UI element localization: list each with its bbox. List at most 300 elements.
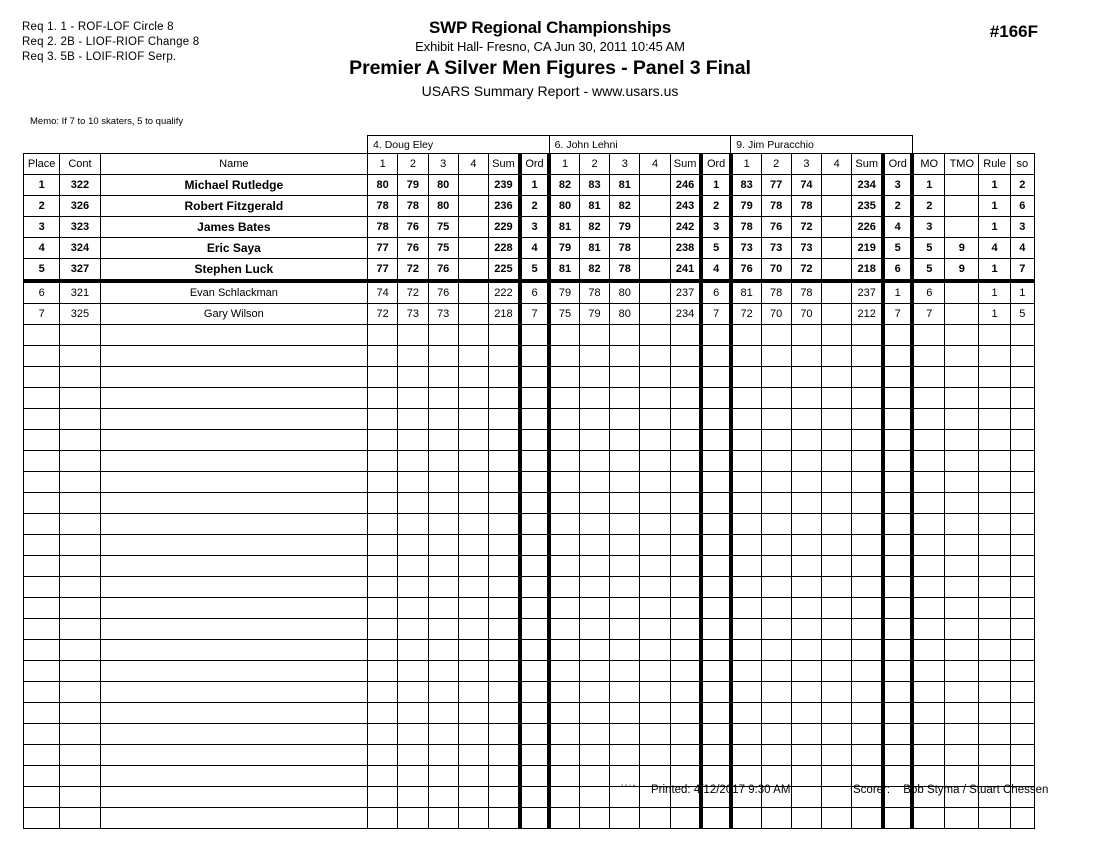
- printed-value: 4/12/2017 9:30 AM: [693, 784, 791, 796]
- cell-empty: [1010, 724, 1034, 745]
- cell-empty: [489, 787, 520, 808]
- cell-empty: [398, 619, 428, 640]
- cell-empty: [640, 325, 670, 346]
- cell-empty: [912, 430, 944, 451]
- cell-empty: [368, 325, 398, 346]
- cell-empty: [979, 388, 1010, 409]
- table-row-empty[interactable]: [24, 535, 1035, 556]
- cell-judge2-ord: 1: [701, 175, 730, 196]
- cell-empty: [979, 619, 1010, 640]
- cell-empty: [520, 556, 549, 577]
- cell-empty: [100, 514, 367, 535]
- cell-empty: [520, 451, 549, 472]
- cell-empty: [883, 598, 912, 619]
- cell-empty: [1010, 556, 1034, 577]
- cell-judge1-score3: 80: [428, 175, 458, 196]
- cell-empty: [852, 430, 883, 451]
- cell-empty: [883, 556, 912, 577]
- cell-empty: [670, 388, 701, 409]
- cell-judge2-sum: 234: [670, 304, 701, 325]
- cell-empty: [761, 619, 791, 640]
- cell-empty: [701, 409, 730, 430]
- cell-contestant-number: 326: [60, 196, 100, 217]
- cell-empty: [945, 535, 979, 556]
- column-header-mo: MO: [912, 154, 944, 175]
- cell-empty: [883, 535, 912, 556]
- cell-empty: [670, 577, 701, 598]
- cell-empty: [979, 367, 1010, 388]
- cell-sum-ordinals: 3: [1010, 217, 1034, 238]
- table-row-empty[interactable]: [24, 598, 1035, 619]
- cell-empty: [945, 598, 979, 619]
- cell-empty: [1010, 577, 1034, 598]
- table-row[interactable]: [24, 238, 1035, 259]
- cell-empty: [610, 808, 640, 829]
- cell-empty: [60, 682, 100, 703]
- cell-empty: [640, 409, 670, 430]
- cell-empty: [731, 325, 761, 346]
- cell-empty: [701, 724, 730, 745]
- cell-empty: [60, 493, 100, 514]
- table-row-empty[interactable]: [24, 514, 1035, 535]
- cell-empty: [368, 493, 398, 514]
- cell-judge2-score1: 82: [549, 175, 579, 196]
- cell-judge1-score4: [458, 259, 488, 282]
- cell-sum-ordinals: 6: [1010, 196, 1034, 217]
- table-row-empty[interactable]: [24, 325, 1035, 346]
- cell-empty: [640, 808, 670, 829]
- cell-empty: [398, 787, 428, 808]
- cell-empty: [428, 451, 458, 472]
- cell-empty: [640, 682, 670, 703]
- cell-place: 7: [24, 304, 60, 325]
- cell-empty: [610, 703, 640, 724]
- cell-empty: [701, 346, 730, 367]
- cell-empty: [428, 367, 458, 388]
- table-row-empty[interactable]: [24, 745, 1035, 766]
- judge3-header-2: 2: [761, 154, 791, 175]
- cell-empty: [640, 535, 670, 556]
- table-row-empty[interactable]: [24, 577, 1035, 598]
- cell-empty: [458, 724, 488, 745]
- cell-empty: [610, 514, 640, 535]
- table-row-empty[interactable]: [24, 724, 1035, 745]
- cell-empty: [701, 451, 730, 472]
- cell-judge1-score2: 72: [398, 281, 428, 304]
- cell-empty: [489, 577, 520, 598]
- cell-empty: [852, 598, 883, 619]
- version-stamp: 3.8.1.8: [621, 783, 636, 788]
- cell-empty: [579, 577, 609, 598]
- cell-empty: [398, 367, 428, 388]
- cell-judge1-score3: 73: [428, 304, 458, 325]
- cell-empty: [852, 325, 883, 346]
- cell-empty: [912, 367, 944, 388]
- table-row-empty[interactable]: [24, 493, 1035, 514]
- cell-judge2-score1: 75: [549, 304, 579, 325]
- cell-empty: [398, 493, 428, 514]
- cell-empty: [1010, 514, 1034, 535]
- cell-empty: [458, 745, 488, 766]
- table-row[interactable]: [24, 281, 1035, 304]
- cell-empty: [428, 619, 458, 640]
- cell-empty: [979, 325, 1010, 346]
- cell-empty: [852, 808, 883, 829]
- cell-empty: [610, 430, 640, 451]
- cell-judge3-score4: [822, 196, 852, 217]
- cell-empty: [489, 724, 520, 745]
- cell-rule: 4: [979, 238, 1010, 259]
- cell-empty: [24, 640, 60, 661]
- cell-empty: [701, 472, 730, 493]
- cell-empty: [24, 703, 60, 724]
- cell-empty: [579, 640, 609, 661]
- cell-skater-name: Michael Rutledge: [100, 175, 367, 196]
- cell-empty: [579, 682, 609, 703]
- cell-total-majority-ordinal: 9: [945, 238, 979, 259]
- cell-empty: [640, 514, 670, 535]
- cell-empty: [610, 787, 640, 808]
- cell-majority-ordinal: 2: [912, 196, 944, 217]
- cell-contestant-number: 327: [60, 259, 100, 282]
- cell-empty: [822, 619, 852, 640]
- cell-empty: [60, 535, 100, 556]
- cell-empty: [731, 808, 761, 829]
- cell-empty: [640, 451, 670, 472]
- cell-judge1-score2: 72: [398, 259, 428, 282]
- cell-empty: [979, 808, 1010, 829]
- table-row-empty[interactable]: [24, 451, 1035, 472]
- cell-empty: [883, 451, 912, 472]
- cell-empty: [761, 577, 791, 598]
- cell-empty: [549, 703, 579, 724]
- cell-empty: [368, 388, 398, 409]
- cell-empty: [701, 388, 730, 409]
- cell-empty: [791, 703, 821, 724]
- table-row-empty[interactable]: [24, 430, 1035, 451]
- cell-judge3-score3: 78: [791, 281, 821, 304]
- cell-judge1-sum: 228: [489, 238, 520, 259]
- cell-empty: [912, 577, 944, 598]
- cell-judge2-sum: 237: [670, 281, 701, 304]
- judge2-header-1: 1: [549, 154, 579, 175]
- cell-total-majority-ordinal: [945, 217, 979, 238]
- cell-empty: [100, 745, 367, 766]
- cell-total-majority-ordinal: 9: [945, 259, 979, 282]
- cell-empty: [549, 598, 579, 619]
- cell-empty: [489, 619, 520, 640]
- cell-empty: [368, 577, 398, 598]
- table-row-empty[interactable]: [24, 472, 1035, 493]
- judge1-header-3: 3: [428, 154, 458, 175]
- cell-total-majority-ordinal: [945, 281, 979, 304]
- cell-empty: [100, 766, 367, 787]
- cell-empty: [24, 367, 60, 388]
- cell-judge3-ord: 5: [883, 238, 912, 259]
- cell-empty: [428, 472, 458, 493]
- cell-judge3-score3: 72: [791, 217, 821, 238]
- cell-empty: [979, 493, 1010, 514]
- cell-judge2-score4: [640, 196, 670, 217]
- cell-empty: [761, 808, 791, 829]
- cell-empty: [398, 451, 428, 472]
- cell-judge1-score1: 78: [368, 217, 398, 238]
- cell-empty: [761, 703, 791, 724]
- cell-empty: [640, 724, 670, 745]
- cell-judge3-score2: 70: [761, 304, 791, 325]
- cell-empty: [979, 682, 1010, 703]
- cell-majority-ordinal: 7: [912, 304, 944, 325]
- cell-empty: [458, 388, 488, 409]
- cell-judge3-sum: 218: [852, 259, 883, 282]
- cell-judge1-score1: 72: [368, 304, 398, 325]
- table-row-empty[interactable]: [24, 640, 1035, 661]
- cell-empty: [100, 787, 367, 808]
- cell-empty: [520, 766, 549, 787]
- cell-empty: [610, 451, 640, 472]
- scoring-sheet: [23, 135, 1035, 829]
- cell-judge2-ord: 4: [701, 259, 730, 282]
- cell-empty: [761, 661, 791, 682]
- cell-empty: [731, 640, 761, 661]
- cell-empty: [549, 430, 579, 451]
- cell-empty: [24, 577, 60, 598]
- cell-empty: [428, 703, 458, 724]
- cell-empty: [945, 514, 979, 535]
- cell-empty: [979, 430, 1010, 451]
- cell-empty: [791, 577, 821, 598]
- cell-empty: [24, 787, 60, 808]
- cell-empty: [979, 451, 1010, 472]
- cell-empty: [883, 661, 912, 682]
- cell-empty: [731, 556, 761, 577]
- cell-empty: [100, 682, 367, 703]
- cell-judge1-sum: 218: [489, 304, 520, 325]
- cell-empty: [610, 556, 640, 577]
- cell-empty: [398, 766, 428, 787]
- table-row[interactable]: [24, 259, 1035, 282]
- cell-empty: [883, 430, 912, 451]
- cell-empty: [979, 640, 1010, 661]
- cell-majority-ordinal: 3: [912, 217, 944, 238]
- cell-empty: [945, 388, 979, 409]
- cell-empty: [670, 682, 701, 703]
- cell-empty: [398, 472, 428, 493]
- cell-empty: [640, 745, 670, 766]
- cell-empty: [883, 724, 912, 745]
- cell-empty: [640, 577, 670, 598]
- cell-empty: [428, 745, 458, 766]
- cell-empty: [428, 388, 458, 409]
- cell-empty: [368, 703, 398, 724]
- cell-empty: [791, 367, 821, 388]
- cell-judge2-sum: 238: [670, 238, 701, 259]
- cell-place: 1: [24, 175, 60, 196]
- cell-judge1-score1: 80: [368, 175, 398, 196]
- cell-empty: [883, 493, 912, 514]
- cell-majority-ordinal: 5: [912, 238, 944, 259]
- cell-empty: [912, 493, 944, 514]
- cell-place: 5: [24, 259, 60, 282]
- cell-empty: [883, 619, 912, 640]
- cell-empty: [701, 640, 730, 661]
- cell-empty: [489, 325, 520, 346]
- cell-rule: 1: [979, 259, 1010, 282]
- cell-empty: [701, 325, 730, 346]
- cell-judge1-ord: 7: [520, 304, 549, 325]
- scorer-value: Bob Styma / Stuart Chessen: [903, 784, 1049, 796]
- cell-empty: [761, 682, 791, 703]
- cell-empty: [549, 640, 579, 661]
- cell-empty: [549, 766, 579, 787]
- cell-total-majority-ordinal: [945, 304, 979, 325]
- cell-judge1-score2: 78: [398, 196, 428, 217]
- cell-judge2-ord: 7: [701, 304, 730, 325]
- cell-empty: [458, 598, 488, 619]
- cell-empty: [24, 493, 60, 514]
- cell-empty: [912, 325, 944, 346]
- cell-empty: [60, 598, 100, 619]
- cell-judge1-score2: 76: [398, 238, 428, 259]
- cell-empty: [60, 787, 100, 808]
- cell-empty: [945, 430, 979, 451]
- cell-empty: [852, 724, 883, 745]
- cell-skater-name: Eric Saya: [100, 238, 367, 259]
- cell-empty: [368, 745, 398, 766]
- cell-judge1-score1: 77: [368, 238, 398, 259]
- table-row[interactable]: [24, 175, 1035, 196]
- cell-empty: [701, 682, 730, 703]
- cell-empty: [1010, 703, 1034, 724]
- cell-empty: [100, 388, 367, 409]
- cell-empty: [731, 514, 761, 535]
- event-title: SWP Regional Championships: [429, 18, 671, 37]
- table-row-empty[interactable]: [24, 409, 1035, 430]
- cell-empty: [701, 703, 730, 724]
- cell-empty: [458, 367, 488, 388]
- cell-empty: [398, 724, 428, 745]
- table-row[interactable]: [24, 196, 1035, 217]
- table-row-empty[interactable]: [24, 682, 1035, 703]
- judge-name-1: 4. Doug Eley: [368, 136, 550, 154]
- cell-empty: [670, 808, 701, 829]
- cell-empty: [458, 409, 488, 430]
- cell-skater-name: James Bates: [100, 217, 367, 238]
- cell-judge3-score3: 73: [791, 238, 821, 259]
- cell-empty: [761, 430, 791, 451]
- cell-empty: [701, 556, 730, 577]
- cell-sum-ordinals: 2: [1010, 175, 1034, 196]
- cell-empty: [579, 745, 609, 766]
- cell-empty: [428, 556, 458, 577]
- cell-empty: [701, 367, 730, 388]
- cell-empty: [579, 619, 609, 640]
- cell-empty: [458, 787, 488, 808]
- table-row[interactable]: [24, 304, 1035, 325]
- cell-empty: [852, 682, 883, 703]
- table-row[interactable]: [24, 217, 1035, 238]
- cell-empty: [398, 682, 428, 703]
- cell-empty: [458, 430, 488, 451]
- scorer-credit: [853, 784, 1048, 796]
- table-row-empty[interactable]: [24, 661, 1035, 682]
- cell-empty: [670, 661, 701, 682]
- cell-empty: [489, 535, 520, 556]
- cell-empty: [428, 325, 458, 346]
- cell-skater-name: Robert Fitzgerald: [100, 196, 367, 217]
- column-header-tmo: TMO: [945, 154, 979, 175]
- cell-empty: [458, 619, 488, 640]
- cell-empty: [979, 724, 1010, 745]
- cell-empty: [670, 535, 701, 556]
- cell-empty: [610, 745, 640, 766]
- cell-judge2-score1: 79: [549, 281, 579, 304]
- table-row-empty[interactable]: [24, 703, 1035, 724]
- table-row-empty[interactable]: [24, 808, 1035, 829]
- judge3-header-ord: Ord: [883, 154, 912, 175]
- cell-empty: [549, 661, 579, 682]
- cell-empty: [670, 640, 701, 661]
- cell-rule: 1: [979, 281, 1010, 304]
- cell-empty: [912, 598, 944, 619]
- cell-contestant-number: 322: [60, 175, 100, 196]
- table-row-empty[interactable]: [24, 619, 1035, 640]
- cell-empty: [100, 535, 367, 556]
- cell-empty: [579, 430, 609, 451]
- cell-empty: [100, 724, 367, 745]
- cell-empty: [549, 367, 579, 388]
- cell-sum-ordinals: 1: [1010, 281, 1034, 304]
- cell-empty: [368, 346, 398, 367]
- table-row-empty[interactable]: [24, 367, 1035, 388]
- table-row-empty[interactable]: [24, 556, 1035, 577]
- cell-empty: [791, 787, 821, 808]
- table-row-empty[interactable]: [24, 346, 1035, 367]
- cell-empty: [60, 619, 100, 640]
- cell-empty: [520, 745, 549, 766]
- cell-judge2-score3: 82: [610, 196, 640, 217]
- cell-empty: [520, 493, 549, 514]
- scores-table-body: [24, 136, 1035, 829]
- cell-empty: [945, 808, 979, 829]
- cell-empty: [24, 451, 60, 472]
- cell-judge2-ord: 3: [701, 217, 730, 238]
- cell-empty: [610, 598, 640, 619]
- cell-empty: [398, 409, 428, 430]
- cell-empty: [1010, 472, 1034, 493]
- cell-empty: [458, 577, 488, 598]
- cell-judge1-score4: [458, 304, 488, 325]
- cell-empty: [458, 661, 488, 682]
- cell-empty: [610, 346, 640, 367]
- cell-empty: [791, 661, 821, 682]
- cell-empty: [912, 346, 944, 367]
- cell-judge1-ord: 4: [520, 238, 549, 259]
- cell-empty: [520, 367, 549, 388]
- judge1-header-ord: Ord: [520, 154, 549, 175]
- cell-judge2-score3: 79: [610, 217, 640, 238]
- column-header-cont: Cont: [60, 154, 100, 175]
- table-row-empty[interactable]: [24, 388, 1035, 409]
- cell-empty: [458, 346, 488, 367]
- cell-empty: [489, 703, 520, 724]
- cell-empty: [398, 346, 428, 367]
- cell-empty: [731, 346, 761, 367]
- cell-judge2-score3: 80: [610, 304, 640, 325]
- cell-judge2-sum: 246: [670, 175, 701, 196]
- cell-empty: [912, 745, 944, 766]
- cell-empty: [945, 556, 979, 577]
